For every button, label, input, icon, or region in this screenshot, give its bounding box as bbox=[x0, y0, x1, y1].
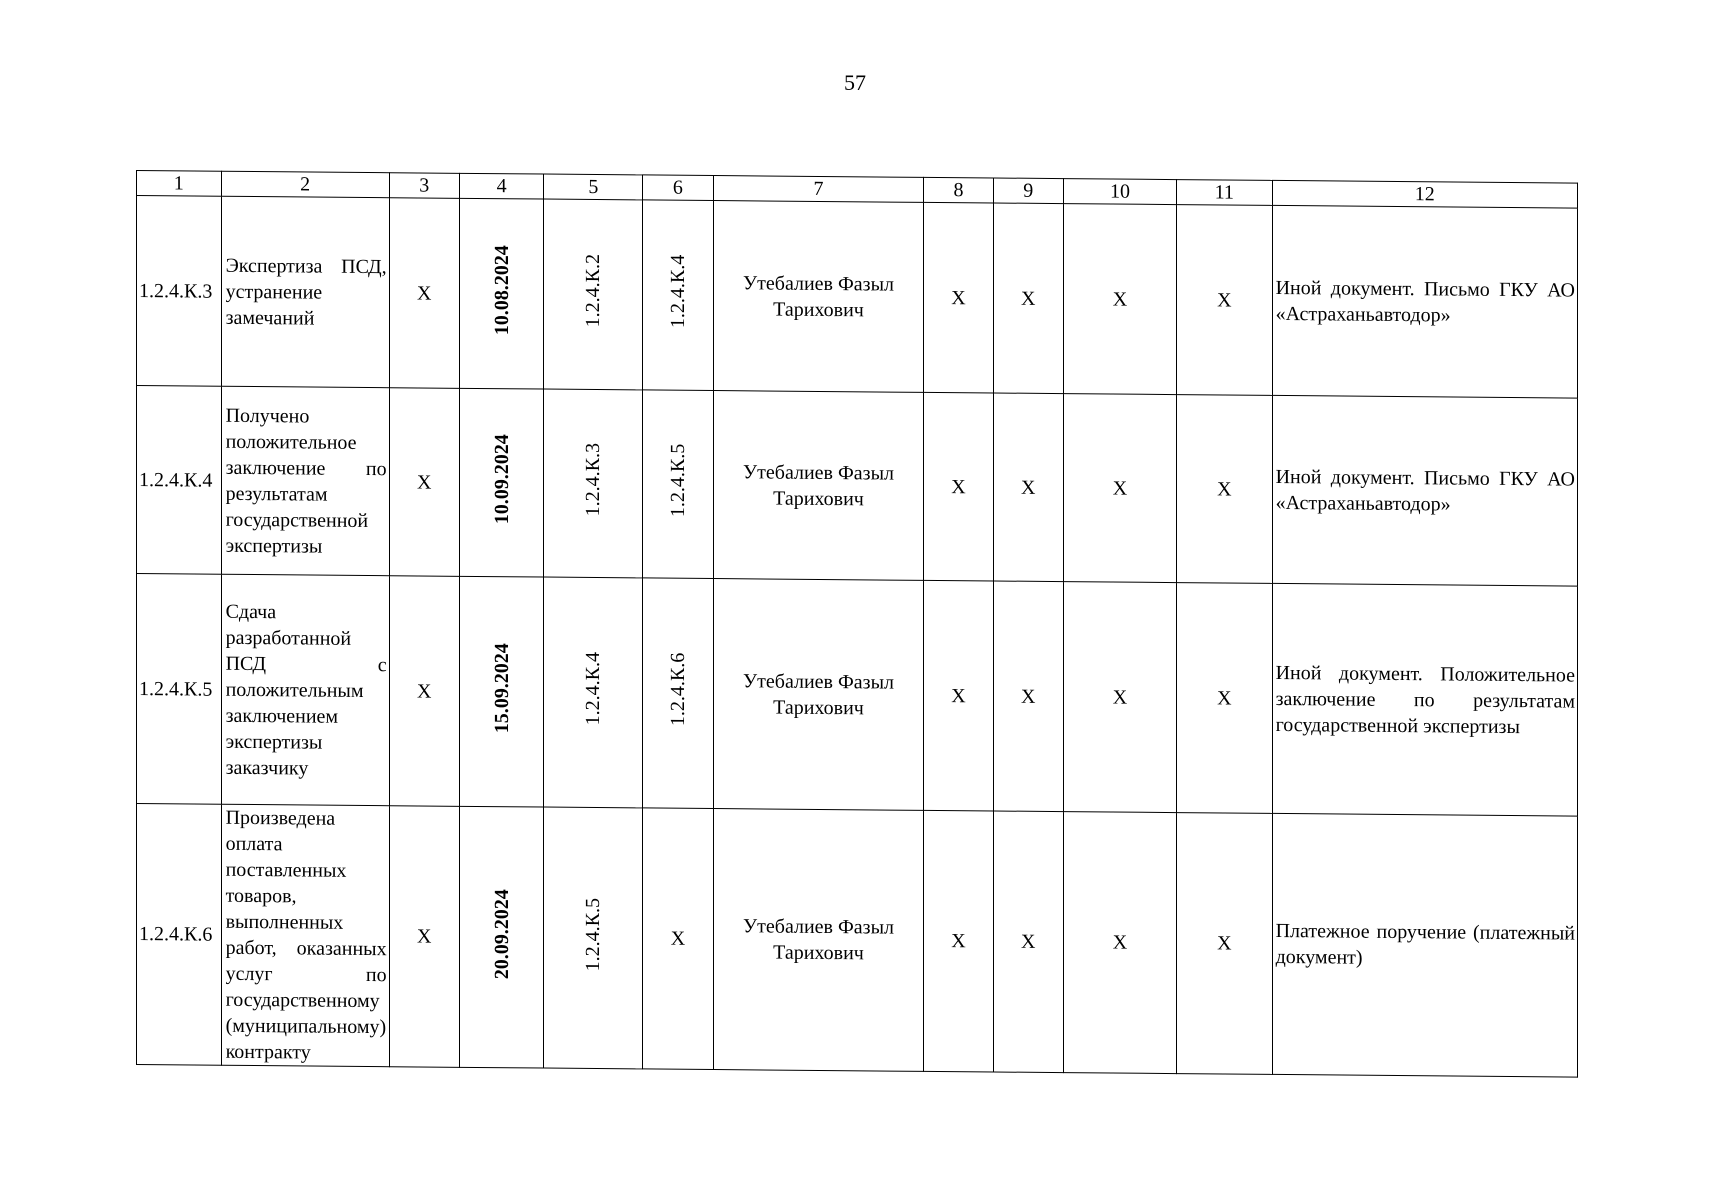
row-col9: X bbox=[993, 811, 1063, 1073]
row-date: 10.09.2024 bbox=[490, 434, 513, 525]
header-col-7: 7 bbox=[713, 176, 924, 203]
row-prev: 1.2.4.К.3 bbox=[582, 443, 605, 517]
row-prev: 1.2.4.К.2 bbox=[582, 254, 605, 328]
row-col11: X bbox=[1177, 395, 1273, 584]
header-col-5: 5 bbox=[544, 174, 643, 200]
row-responsible: Утебалиев Фазыл Тарихович bbox=[713, 809, 924, 1072]
row-description: Получено положительное заключение по результатам государственной экспертизы bbox=[221, 386, 389, 575]
row-prev-cell bbox=[544, 807, 643, 1069]
header-col-8: 8 bbox=[924, 177, 993, 203]
row-col10: X bbox=[1063, 812, 1176, 1074]
header-col-9: 9 bbox=[993, 178, 1063, 204]
row-prev: 1.2.4.К.4 bbox=[582, 652, 605, 726]
row-col3: X bbox=[389, 388, 459, 577]
row-responsible: Утебалиев Фазыл Тарихович bbox=[713, 391, 924, 581]
row-date: 20.09.2024 bbox=[490, 888, 513, 979]
row-next-cell bbox=[643, 390, 713, 579]
row-col3: X bbox=[389, 198, 459, 389]
row-col8: X bbox=[924, 810, 993, 1072]
row-date-cell bbox=[459, 806, 544, 1068]
row-next: 1.2.4.К.4 bbox=[666, 254, 689, 329]
table-row bbox=[137, 804, 1578, 1078]
row-next: X bbox=[643, 808, 713, 1070]
row-date: 10.08.2024 bbox=[490, 245, 513, 336]
row-date-cell bbox=[459, 576, 544, 807]
row-next: 1.2.4.К.6 bbox=[666, 652, 689, 727]
row-responsible: Утебалиев Фазыл Тарихович bbox=[713, 579, 924, 811]
row-col10: X bbox=[1063, 204, 1176, 395]
row-col8: X bbox=[924, 392, 993, 581]
row-document: Иной документ. Письмо ГКУ АО «Астраханьавтодор» bbox=[1272, 395, 1577, 586]
header-col-1: 1 bbox=[137, 171, 222, 197]
row-responsible: Утебалиев Фазыл Тарихович bbox=[713, 201, 924, 393]
header-col-6: 6 bbox=[643, 175, 713, 201]
page-number: 57 bbox=[844, 70, 866, 95]
row-col10: X bbox=[1063, 582, 1176, 813]
table-row bbox=[137, 196, 1578, 399]
row-next-cell bbox=[643, 578, 713, 809]
row-col8: X bbox=[924, 202, 993, 393]
row-col11: X bbox=[1177, 583, 1273, 814]
row-document: Иной документ. Положительное заключение по результатам государственной экспертизы bbox=[1272, 583, 1577, 816]
row-next-cell bbox=[643, 200, 713, 391]
row-prev-cell bbox=[544, 199, 643, 390]
table-row bbox=[137, 574, 1578, 817]
row-date-cell bbox=[459, 198, 544, 389]
header-col-11: 11 bbox=[1177, 180, 1273, 206]
row-col9: X bbox=[993, 581, 1063, 812]
header-col-12: 12 bbox=[1272, 180, 1577, 208]
row-code: 1.2.4.К.3 bbox=[137, 196, 222, 387]
row-col3: X bbox=[389, 806, 459, 1068]
row-next: 1.2.4.К.5 bbox=[666, 443, 689, 518]
row-code: 1.2.4.К.5 bbox=[137, 574, 222, 805]
header-col-2: 2 bbox=[221, 171, 389, 197]
header-col-3: 3 bbox=[389, 173, 459, 199]
row-col3: X bbox=[389, 576, 459, 807]
row-col9: X bbox=[993, 203, 1063, 394]
row-description: Произведена оплата поставленных товаров, выполненных работ, оказанных услуг по государственному (муниципальному) контракту bbox=[221, 804, 389, 1066]
row-col11: X bbox=[1177, 205, 1273, 396]
row-prev-cell bbox=[544, 577, 643, 808]
row-description: Экспертиза ПСД, устранение замечаний bbox=[221, 196, 389, 387]
row-document: Иной документ. Письмо ГКУ АО «Астраханьавтодор» bbox=[1272, 205, 1577, 398]
header-col-10: 10 bbox=[1063, 179, 1176, 205]
row-code: 1.2.4.К.6 bbox=[137, 804, 222, 1066]
row-date: 15.09.2024 bbox=[490, 643, 513, 734]
row-col11: X bbox=[1177, 813, 1273, 1075]
row-col10: X bbox=[1063, 394, 1176, 583]
row-col9: X bbox=[993, 393, 1063, 582]
row-document: Платежное поручение (платежный документ) bbox=[1272, 813, 1577, 1077]
row-code: 1.2.4.К.4 bbox=[137, 386, 222, 575]
schedule-table bbox=[136, 170, 1578, 1078]
row-prev: 1.2.4.К.5 bbox=[582, 897, 605, 972]
row-description: Сдача разработанной ПСД с положительным заключением экспертизы заказчику bbox=[221, 574, 389, 805]
table-row bbox=[137, 386, 1578, 587]
row-col8: X bbox=[924, 580, 993, 811]
header-col-4: 4 bbox=[459, 173, 544, 199]
row-prev-cell bbox=[544, 389, 643, 578]
row-date-cell bbox=[459, 388, 544, 577]
